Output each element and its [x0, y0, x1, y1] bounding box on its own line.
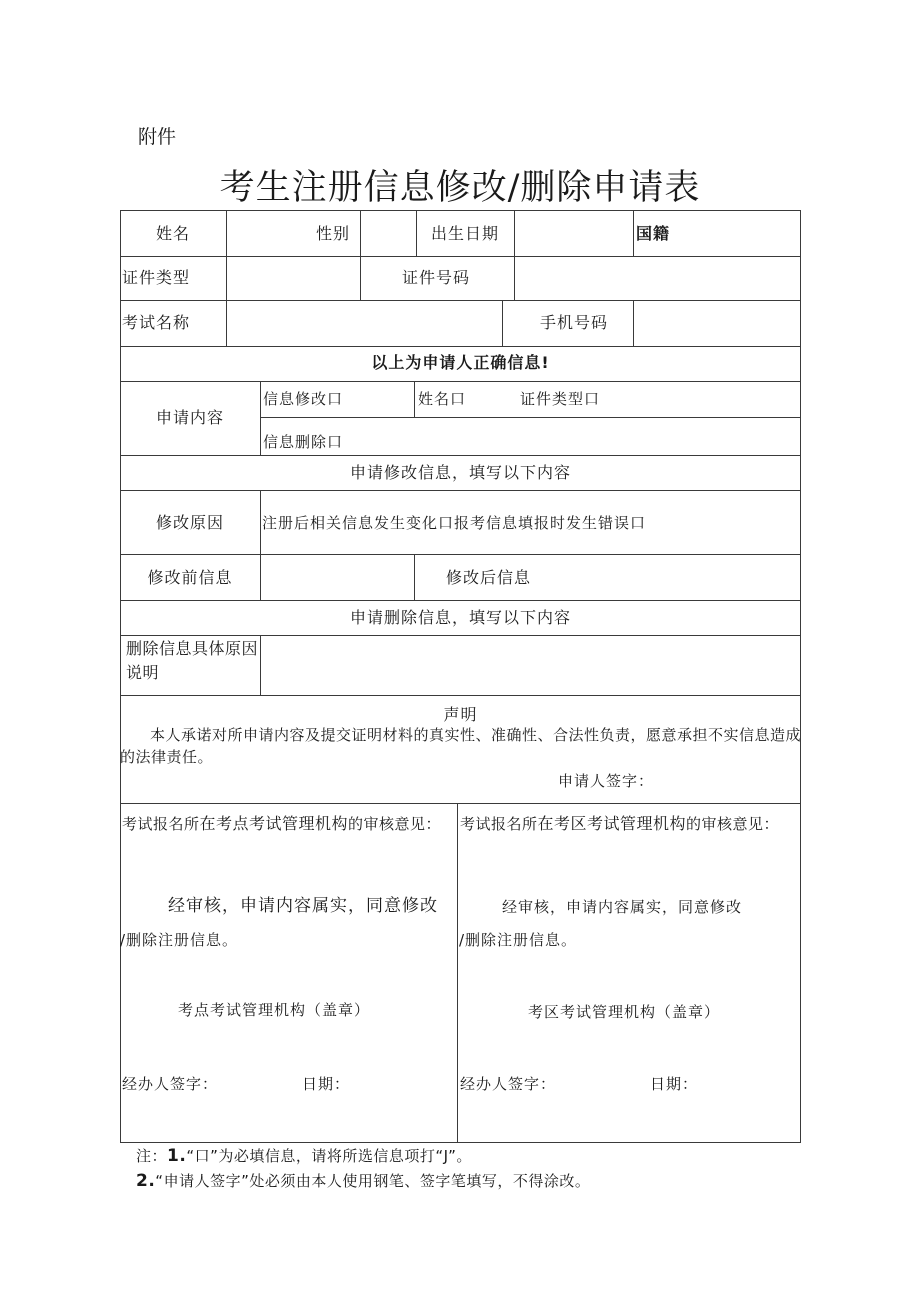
- review-left-handler-label: 经办人签字：: [122, 1075, 219, 1093]
- note-2: [136, 1170, 590, 1191]
- review-left-bold: 在考点考试管理机构: [199, 814, 349, 833]
- row-divider: [120, 256, 801, 257]
- col-divider: [260, 490, 261, 554]
- form-title: 考生注册信息修改/删除申请表: [219, 168, 701, 208]
- label-id-type: 证件类型: [122, 268, 191, 287]
- review-left-date-label: 日期：: [302, 1075, 351, 1093]
- label-gender: 性别: [316, 224, 351, 243]
- review-left-prefix: 考试报名所: [122, 815, 200, 833]
- col-divider: [360, 210, 361, 256]
- col-divider: [457, 803, 458, 1142]
- row-divider: [120, 600, 801, 601]
- delete-section-heading: 申请删除信息，填写以下内容: [349, 608, 571, 627]
- col-divider: [414, 554, 415, 600]
- application-form-table: [120, 210, 801, 1143]
- table-border-bottom: [120, 1142, 801, 1143]
- label-delete-reason: 删除信息具体原因说明: [126, 639, 259, 682]
- option-delete[interactable]: 信息删除口: [263, 433, 344, 451]
- declaration-block: [120, 702, 801, 802]
- col-divider: [226, 210, 227, 256]
- row-divider: [260, 417, 801, 418]
- review-right-org-seal: 考区考试管理机构（盖章）: [528, 1003, 721, 1021]
- review-right-prefix: 考试报名所: [460, 815, 538, 833]
- note-2-text: “申请人签字”处必须由本人使用钢笔、签字笔填写，不得涂改。: [155, 1172, 591, 1190]
- modify-reason-options[interactable]: 注册后相关信息发生变化口报考信息填报时发生错误口: [262, 514, 647, 532]
- label-id-number: 证件号码: [402, 268, 471, 287]
- col-divider: [633, 210, 634, 256]
- col-divider: [226, 300, 227, 346]
- review-left-suffix: 的审核意见：: [348, 815, 442, 833]
- applicant-signature-label: 申请人签字：: [558, 772, 655, 790]
- label-apply-content: 申请内容: [155, 408, 224, 427]
- option-modify[interactable]: 信息修改口: [263, 390, 344, 408]
- row-divider: [120, 803, 801, 804]
- col-divider: [414, 381, 415, 417]
- review-right-suffix: 的审核意见：: [686, 815, 780, 833]
- declaration-heading-text: 声明: [443, 705, 478, 724]
- col-divider: [260, 635, 261, 695]
- col-divider: [514, 210, 515, 256]
- option-name[interactable]: 姓名口: [418, 390, 467, 408]
- label-nationality: 国籍: [636, 224, 671, 243]
- row-divider: [120, 381, 801, 382]
- col-divider: [514, 256, 515, 300]
- review-left-opinion-line2: /删除注册信息。: [120, 931, 239, 949]
- row-divider: [120, 346, 801, 347]
- attachment-label: 附件: [138, 126, 177, 148]
- review-left-opinion-line1: 经审核，申请内容属实，同意修改: [168, 896, 438, 916]
- review-left-org-seal: 考点考试管理机构（盖章）: [178, 1001, 371, 1019]
- col-divider: [260, 554, 261, 600]
- label-modify-reason: 修改原因: [155, 513, 224, 532]
- col-divider: [360, 256, 361, 300]
- note-1-text: “口”为必填信息，请将所选信息项打“J”。: [186, 1147, 472, 1165]
- table-border-left: [120, 210, 121, 1143]
- row-divider: [120, 695, 801, 696]
- label-before-info: 修改前信息: [147, 568, 233, 587]
- label-exam-name: 考试名称: [122, 313, 191, 332]
- review-left-heading: [122, 812, 452, 836]
- review-right-opinion-line1: 经审核，申请内容属实，同意修改: [502, 898, 743, 916]
- row-divider: [120, 455, 801, 456]
- confirm-statement: 以上为申请人正确信息!: [371, 353, 550, 372]
- review-right-date-label: 日期：: [650, 1075, 699, 1093]
- review-right-bold: 在考区考试管理机构: [537, 814, 687, 833]
- note-1: [136, 1145, 472, 1166]
- note-1-number: 1.: [167, 1146, 187, 1166]
- row-divider: [120, 490, 801, 491]
- row-divider: [120, 554, 801, 555]
- col-divider: [226, 256, 227, 300]
- label-dob: 出生日期: [430, 224, 499, 243]
- note-2-number: 2.: [136, 1171, 156, 1191]
- notes-prefix: 注：: [136, 1147, 168, 1165]
- option-id-type[interactable]: 证件类型口: [520, 390, 601, 408]
- label-name: 姓名: [155, 224, 190, 243]
- col-divider: [260, 381, 261, 455]
- table-border-top: [120, 210, 801, 211]
- review-right-handler-label: 经办人签字：: [460, 1075, 557, 1093]
- row-divider: [120, 300, 801, 301]
- declaration-text: 本人承诺对所申请内容及提交证明材料的真实性、准确性、合法性负责，愿意承担不实信息造成的法律责任。: [120, 726, 802, 766]
- col-divider: [502, 300, 503, 346]
- modify-section-heading: 申请修改信息，填写以下内容: [349, 463, 571, 482]
- label-phone: 手机号码: [540, 313, 609, 332]
- review-right-heading: [460, 812, 796, 836]
- label-after-info: 修改后信息: [446, 568, 532, 587]
- table-border-right: [800, 210, 801, 1143]
- row-divider: [120, 635, 801, 636]
- col-divider: [633, 300, 634, 346]
- review-right-opinion-line2: /删除注册信息。: [459, 931, 578, 949]
